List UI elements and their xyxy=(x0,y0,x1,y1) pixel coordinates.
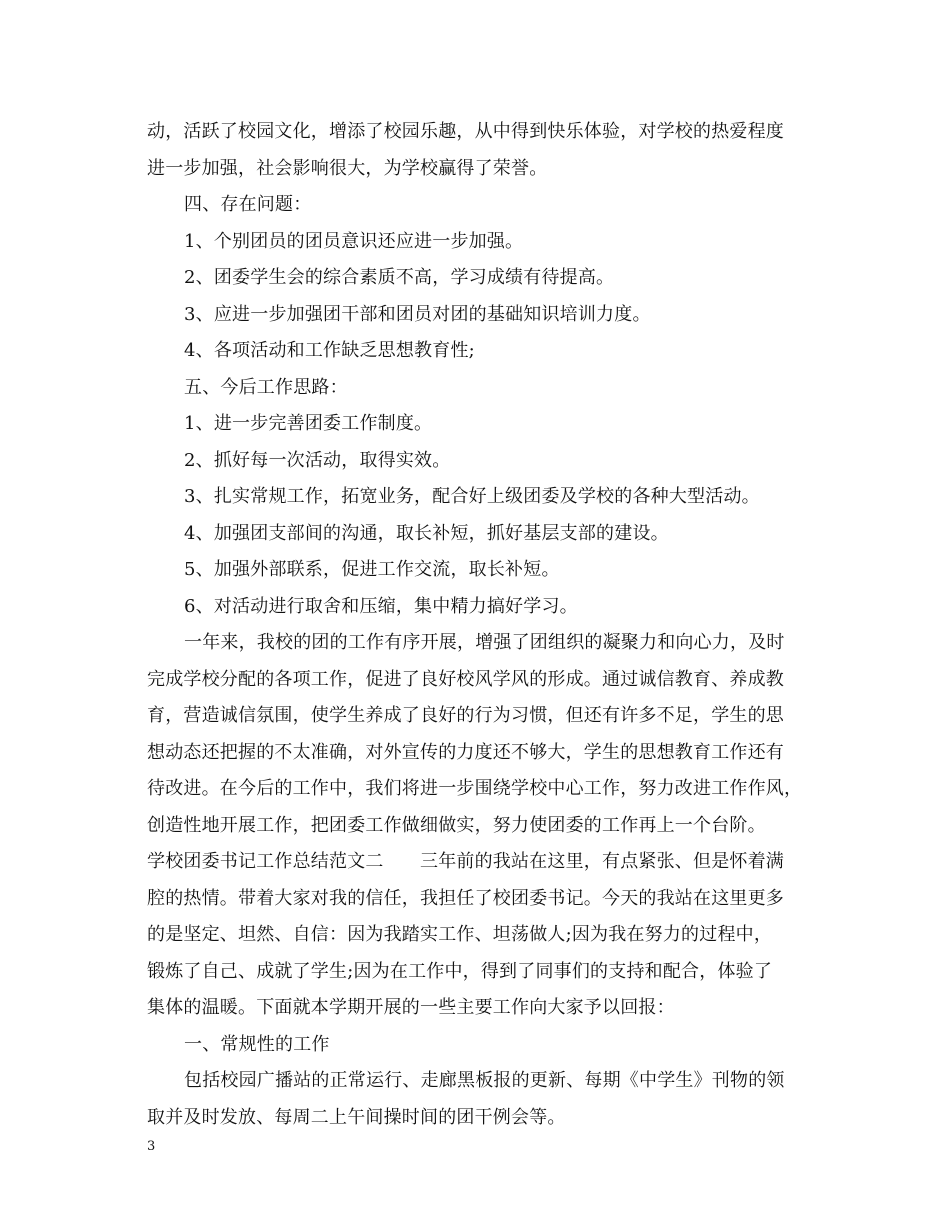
text-line: 集体的温暖。下面就本学期开展的一些主要工作向大家予以回报： xyxy=(147,997,675,1018)
list-item: 6、对活动进行取舍和压缩，集中精力搞好学习。 xyxy=(184,595,578,617)
section-heading: 四、存在问题： xyxy=(184,194,312,215)
list-item: 2、抓好每一次活动，取得实效。 xyxy=(184,449,451,471)
text-line: 锻炼了自己、成就了学生;因为在工作中，得到了同事们的支持和配合，体验了 xyxy=(147,960,773,982)
text-line: 包括校园广播站的正常运行、走廊黑板报的更新、每期《中学生》刊物的领 xyxy=(184,1070,785,1091)
list-item: 3、扎实常规工作，拓宽业务，配合好上级团委及学校的各种大型活动。 xyxy=(184,486,760,507)
section-heading: 五、今后工作思路： xyxy=(184,376,348,398)
list-item: 4、各项活动和工作缺乏思想教育性; xyxy=(184,340,475,361)
text-line: 创造性地开展工作，把团委工作做细做实，努力使团委的工作再上一个台阶。 xyxy=(147,814,766,836)
text-line: 学校团委书记工作总结范文二 三年前的我站在这里，有点紧张、但是怀着满 xyxy=(147,851,784,872)
section-heading: 一、常规性的工作 xyxy=(184,1033,330,1055)
text-line: 的是坚定、坦然、自信：因为我踏实工作、坦荡做人;因为我在努力的过程中， xyxy=(147,924,773,945)
list-item: 1、进一步完善团委工作制度。 xyxy=(184,413,433,434)
text-line: 动，活跃了校园文化，增添了校园乐趣，从中得到快乐体验，对学校的热爱程度 xyxy=(147,121,784,142)
text-line: 取并及时发放、每周二上午间操时间的团干例会等。 xyxy=(147,1106,566,1128)
text-line: 育，营造诚信氛围，使学生养成了良好的行为习惯，但还有许多不足，学生的思 xyxy=(147,705,784,726)
text-line: 待改进。在今后的工作中，我们将进一步围绕学校中心工作，努力改进工作作风， xyxy=(147,778,803,799)
list-item: 2、团委学生会的综合素质不高，学习成绩有待提高。 xyxy=(184,267,615,288)
document-body xyxy=(147,114,807,1136)
list-item: 5、加强外部联系，促进工作交流，取长补短。 xyxy=(184,559,560,580)
list-item: 1、个别团员的团员意识还应进一步加强。 xyxy=(184,230,524,252)
text-line: 进一步加强，社会影响很大，为学校赢得了荣誉。 xyxy=(147,157,548,179)
text-line: 完成学校分配的各项工作，促进了良好校风学风的形成。通过诚信教育、养成教 xyxy=(147,668,784,690)
list-item: 4、加强团支部间的沟通，取长补短，抓好基层支部的建设。 xyxy=(184,522,669,544)
list-item: 3、应进一步加强团干部和团员对团的基础知识培训力度。 xyxy=(184,303,651,325)
text-line: 想动态还把握的不太准确，对外宣传的力度还不够大，学生的思想教育工作还有 xyxy=(147,741,784,763)
text-line: 一年来，我校的团的工作有序开展，增强了团组织的凝聚力和向心力，及时 xyxy=(184,632,785,653)
text-line: 腔的热情。带着大家对我的信任，我担任了校团委书记。今天的我站在这里更多 xyxy=(147,887,784,909)
page-number: 3 xyxy=(147,1139,156,1154)
